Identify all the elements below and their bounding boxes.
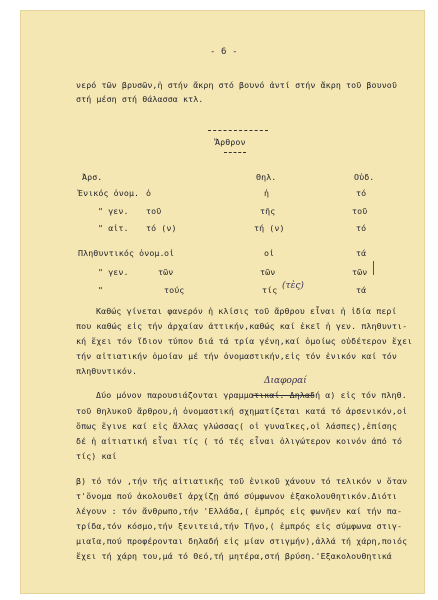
header-masculine: Ἀρσ. [82, 172, 103, 182]
cell-feminine: ἡ [264, 188, 270, 198]
document-page [20, 10, 425, 594]
para2-line: ὅπως ἔγινε καί εἰς ἄλλας γλώσσας( οἱ γυναῖκες,οἱ λάσπες),ἐπίσης [76, 421, 397, 431]
cell-neuter: τό [356, 223, 367, 233]
para3-line: β) τό τόν ,τήν τῆς αἰτιατικῆς τοῦ ἑνικοῦ χάνουν τό τελικόν ν ὅταν [76, 476, 408, 486]
cell-masculine: τῶν [158, 267, 174, 277]
para1-line: πληθυντικόν. [76, 366, 138, 376]
para1-line: τήν αἰτιατικήν ὁμοίαν μέ τήν ὀνομαστικήν,εἰς τόν ἑνικόν καί τόν [76, 351, 397, 361]
row-label: " γεν. [98, 206, 129, 216]
para3-line: μιαῖα,πού προφέρονται δηλαδή εἰς μίαν στιγμήν),ἀλλά τή χάρη,ποιός [76, 536, 408, 546]
cell-neuter: τά [356, 248, 367, 258]
para2-line: δέ ἡ αἰτιατική εἶναι τίς ( τό τές εἶναι ὀλιγώτερον κοινόν ἀπό τό [76, 436, 403, 446]
row-label: " [98, 285, 104, 295]
para1-line: που καθώς εἰς τήν ἀρχαίαν ἀττικήν,καθώς καί ἐκεῖ ἡ γεν. πληθυντι- [76, 321, 408, 331]
row-label: " γεν. [98, 267, 129, 277]
header-feminine: Θηλ. [256, 172, 277, 182]
intro-line-2: στή μέση στή θάλασσα κτλ. [76, 94, 204, 104]
cell-feminine: τή (ν) [254, 223, 285, 233]
cell-masculine: οἱ [164, 248, 175, 258]
handwritten-note: (τὲς) [282, 281, 304, 291]
title-underline [224, 152, 246, 153]
cell-feminine: τίς [262, 285, 278, 295]
para3-line: λέγουν : τόν ἄνθρωπο,τήν 'Ελλάδα,( ἐμπρός εἰς φωνῆεν καί τήν πα- [76, 506, 403, 516]
section-divider [208, 130, 268, 131]
cell-neuter: τά [356, 285, 367, 295]
cell-masculine: τοῦ [146, 206, 162, 216]
para3-line: ἔχει τή χάρη του,μά τό Θεό,τή μητέρα,στή βρύση.'Εξακολουθητικά [76, 551, 392, 561]
cell-feminine: τῶν [260, 267, 276, 277]
cell-masculine: τό (ν) [146, 223, 177, 233]
para3-line: τ'ὄνομα πού ἀκολουθεῖ ἀρχίζῃ ἀπό σύμφωνον ἐξακολουθητικόν.Διότι [76, 491, 397, 501]
para1-line: Καθώς γίνεται φανερόν ἡ κλίσις τοῦ ἄρθρου εἶναι ἡ ἰδία περί [96, 306, 397, 316]
cell-masculine: τούς [164, 285, 185, 295]
cell-feminine: οἱ [264, 248, 275, 258]
header-neuter: Οὐδ. [354, 172, 375, 182]
handwritten-correction: Διαφοραί [264, 376, 307, 386]
row-label: Πληθυντικός ὀνομ. [78, 248, 165, 258]
cell-neuter: τῶν [352, 267, 368, 277]
para3-line: τρίδα,τόν κόσμο,τήν ξενιτειά,τήν Τῆνο,( ἐμπρός εἰς σύμφωνα στιγ- [76, 521, 403, 531]
cell-masculine: ὁ [146, 188, 152, 198]
row-label: " αἰτ. [98, 223, 129, 233]
para1-line: κή ἔχει τόν ἴδιον τύπον διά τά τρία γένη,καί ὁμοίως οὐδέτερον ἔχει [76, 336, 413, 346]
page-number: - 6 - [210, 47, 238, 57]
para2-line: τίς) καί [76, 451, 117, 461]
cell-neuter: τοῦ [352, 206, 368, 216]
para2-line: Δύο μόνον παρουσιάζονται γραμματικαί. Δηλαδή α) εἰς τόν πληθ. [96, 390, 407, 400]
cell-feminine: τῆς [260, 206, 276, 216]
row-label: Ἑνικός ὀνομ. [78, 188, 140, 198]
section-title: Ἄρθρον [215, 137, 246, 147]
para2-line: τοῦ θηλυκοῦ ἄρθρου,ἡ ὀνομαστική σχηματίζεται κατά τό ἀρσενικόν,οἱ [76, 406, 408, 416]
cell-neuter: τό [356, 188, 367, 198]
intro-line-1: νερό τῶν βρυσῶν,ἡ στήν ἄκρη στό βουνό ἀντί στήν ἄκρη τοῦ βουνοῦ [76, 80, 397, 90]
pencil-mark [373, 261, 374, 275]
strikethrough [252, 395, 314, 396]
